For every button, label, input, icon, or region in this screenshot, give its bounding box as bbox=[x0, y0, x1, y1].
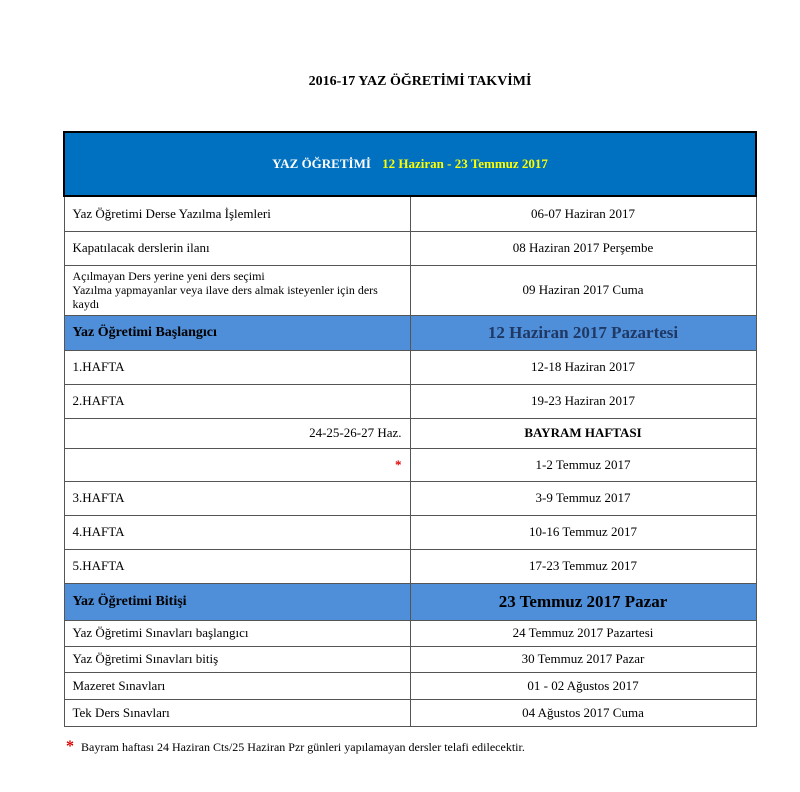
event-cell: Yaz Öğretimi Başlangıcı bbox=[64, 315, 410, 350]
event-cell: Tek Ders Sınavları bbox=[64, 699, 410, 726]
date-cell: 01 - 02 Ağustos 2017 bbox=[410, 672, 756, 699]
table-row-highlight bbox=[64, 315, 756, 350]
date-cell: 04 Ağustos 2017 Cuma bbox=[410, 699, 756, 726]
date-cell: 08 Haziran 2017 Perşembe bbox=[410, 231, 756, 265]
event-cell: 2.HAFTA bbox=[64, 384, 410, 418]
event-cell: 3.HAFTA bbox=[64, 481, 410, 515]
table-row bbox=[64, 196, 756, 231]
banner-row bbox=[64, 132, 756, 196]
table-row bbox=[64, 620, 756, 646]
page-title: 2016-17 YAZ ÖĞRETİMİ TAKVİMİ bbox=[308, 74, 532, 89]
table-row-highlight bbox=[64, 583, 756, 620]
date-cell: 24 Temmuz 2017 Pazartesi bbox=[410, 620, 756, 646]
event-cell bbox=[64, 265, 410, 315]
table-row bbox=[64, 549, 756, 583]
table-row bbox=[64, 481, 756, 515]
banner-cell bbox=[64, 132, 756, 196]
footnote-text: Bayram haftası 24 Haziran Cts/25 Haziran Pzr günleri yapılamayan dersler telafi edilecektir. bbox=[81, 740, 525, 754]
table-row bbox=[64, 515, 756, 549]
event-cell: Yaz Öğretimi Sınavları bitiş bbox=[64, 646, 410, 672]
date-cell: BAYRAM HAFTASI bbox=[410, 418, 756, 448]
date-cell: 09 Haziran 2017 Cuma bbox=[410, 265, 756, 315]
banner-label: YAZ ÖĞRETİMİ bbox=[272, 156, 371, 171]
date-cell: 23 Temmuz 2017 Pazar bbox=[410, 583, 756, 620]
table-row bbox=[64, 646, 756, 672]
table-row bbox=[64, 448, 756, 481]
date-cell: 06-07 Haziran 2017 bbox=[410, 196, 756, 231]
table-row bbox=[64, 672, 756, 699]
date-cell: 30 Temmuz 2017 Pazar bbox=[410, 646, 756, 672]
event-cell: Mazeret Sınavları bbox=[64, 672, 410, 699]
event-cell: Yaz Öğretimi Sınavları başlangıcı bbox=[64, 620, 410, 646]
table-row bbox=[64, 418, 756, 448]
date-cell: 1-2 Temmuz 2017 bbox=[410, 448, 756, 481]
asterisk-mark: * bbox=[66, 738, 74, 755]
event-cell: Kapatılacak derslerin ilanı bbox=[64, 231, 410, 265]
table-row bbox=[64, 384, 756, 418]
date-cell: 10-16 Temmuz 2017 bbox=[410, 515, 756, 549]
event-cell: Yaz Öğretimi Derse Yazılma İşlemleri bbox=[64, 196, 410, 231]
banner-dates: 12 Haziran - 23 Temmuz 2017 bbox=[382, 156, 548, 171]
event-cell: 4.HAFTA bbox=[64, 515, 410, 549]
table-row bbox=[64, 699, 756, 726]
date-cell: 12-18 Haziran 2017 bbox=[410, 350, 756, 384]
table-row bbox=[64, 231, 756, 265]
date-cell: 3-9 Temmuz 2017 bbox=[410, 481, 756, 515]
event-line: Açılmayan Ders yerine yeni ders seçimi bbox=[72, 269, 265, 283]
calendar-table bbox=[63, 131, 757, 727]
event-cell: 1.HAFTA bbox=[64, 350, 410, 384]
asterisk-mark: * bbox=[64, 448, 410, 481]
footnote bbox=[66, 738, 525, 756]
event-cell: Yaz Öğretimi Bitişi bbox=[64, 583, 410, 620]
table-row bbox=[64, 265, 756, 315]
date-cell: 19-23 Haziran 2017 bbox=[410, 384, 756, 418]
event-cell: 5.HAFTA bbox=[64, 549, 410, 583]
date-cell: 17-23 Temmuz 2017 bbox=[410, 549, 756, 583]
event-cell: 24-25-26-27 Haz. bbox=[64, 418, 410, 448]
event-line: Yazılma yapmayanlar veya ilave ders almak isteyenler için ders kaydı bbox=[72, 283, 378, 311]
table-row bbox=[64, 350, 756, 384]
date-cell: 12 Haziran 2017 Pazartesi bbox=[410, 315, 756, 350]
